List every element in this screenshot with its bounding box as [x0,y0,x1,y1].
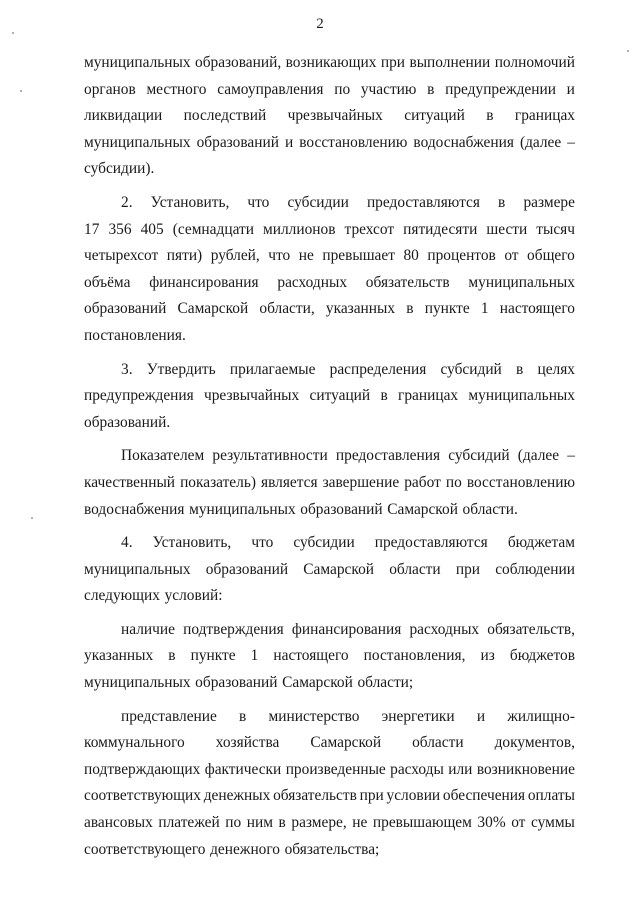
word: местного [146,80,207,98]
text-line [84,557,575,584]
word: муниципальных [84,133,191,151]
text-line [84,530,575,557]
word: по [334,80,351,98]
word: чрезвычайных [287,107,383,125]
word: образований [195,674,278,692]
paragraph-gap [84,523,575,530]
word: 1 [480,300,489,318]
word: что [268,247,291,265]
word: коммунального [84,734,185,752]
word: денежных [203,787,271,805]
word: Самарской [303,560,374,578]
word: соблюдении [495,560,575,578]
word: муниципальных [84,560,191,578]
word: 356 [108,220,132,238]
text-line [84,77,575,104]
word: финансирования [291,620,402,638]
word: Установить, [152,534,232,552]
text-line [84,296,575,323]
word: распределения [329,360,427,378]
word: 405 [140,220,164,238]
word: 4. [121,534,133,552]
word: субсидий [440,360,502,378]
text-line [84,243,575,270]
word: постановления, [363,647,466,665]
word: соответствующего [84,840,206,858]
word: фактически [204,760,282,778]
paragraph-gap [84,183,575,190]
word: денежного [210,840,280,858]
word: целях [537,360,575,378]
word: из [480,647,495,665]
word: границах [398,387,459,405]
scan-speck [12,32,14,34]
word: расходных [277,273,348,291]
word: самоуправления [217,80,324,98]
word: в [498,193,506,211]
word: настоящего [499,300,575,318]
word: в [278,814,286,832]
word: Самарской [282,674,353,692]
word: не [298,247,314,265]
word: и [476,707,486,725]
word: Самарской [387,500,458,518]
word: в [168,647,176,665]
word: области; [357,674,414,692]
text-line [84,837,575,864]
word: – [567,447,575,465]
page-number: 2 [316,16,324,32]
text-line [84,583,575,610]
word: органов [84,80,136,98]
word: работ [404,473,441,491]
word: расходы [390,760,444,778]
word: предупреждения [84,387,194,405]
text-line [84,810,575,837]
word: обеспечения [442,787,526,805]
word: обязательств, [487,620,575,638]
word: прилагаемые [229,360,316,378]
text-line [84,270,575,297]
word: показатель) [180,473,256,491]
word: Самарской [310,734,382,752]
word: 1 [250,647,259,665]
paragraph [84,530,575,610]
text-line [84,670,575,697]
word: при [359,787,384,805]
word: подтверждающих [84,760,201,778]
word: в [515,360,524,378]
word: условий: [164,587,223,605]
paragraph [84,190,575,350]
word: в [239,707,247,725]
text-line [84,156,575,183]
word: рублей, [210,247,260,265]
word: области [389,560,441,578]
word: – [567,133,575,151]
word: 3. [121,360,133,378]
text-line [84,617,575,644]
word: Установить, [150,193,230,211]
word: водоснабжения [413,133,514,151]
text-line [84,704,575,731]
paragraph-gap [84,350,575,357]
word: подтверждения [183,620,284,638]
text-line [84,103,575,130]
word: процентов [427,247,496,265]
word: и [566,80,575,98]
word: шести [486,220,528,238]
word: муниципальных [84,54,191,71]
word: размере, [291,814,347,832]
paragraph [84,357,575,437]
word: качественный [84,473,176,491]
word: (далее [517,447,560,465]
word: постановления. [84,326,186,344]
paragraph [84,617,575,697]
text-line [84,730,575,757]
word: бюджетам [507,534,575,552]
text-line [84,443,575,470]
word: энергетики [381,707,455,725]
text-line [84,357,575,384]
word: расходных [409,620,480,638]
word: Утвердить [146,360,216,378]
word: предоставления [335,447,441,465]
word: (семнадцати [172,220,254,238]
word: в [427,80,435,98]
word: соответствующих [84,787,201,805]
word: обязательств [365,273,450,291]
word: полномочий [494,54,575,71]
word: границах [514,107,575,125]
text-line [84,470,575,497]
word: 30% [477,814,506,832]
word: муниципальных [468,273,575,291]
word: восстановлению [299,133,408,151]
word: ним [246,814,273,832]
word: (далее [519,133,562,151]
word: образований [205,560,289,578]
word: оплаты [527,787,575,805]
word: возникновение [476,760,575,778]
word: в [406,300,414,318]
text-line [84,757,575,784]
word: произведенные [285,760,386,778]
word: документов, [494,734,575,752]
text-line [84,190,575,217]
text-line [84,783,575,810]
word: участию [360,80,417,98]
text-line [84,497,575,524]
word: при [455,560,480,578]
word: образований [196,133,279,151]
word: следующих [84,587,160,605]
word: предоставляются [366,193,480,211]
word: наличие [121,620,175,638]
word: указанных [325,300,396,318]
scan-speck [627,50,629,52]
word: муниципальных [468,387,575,405]
word: предоставляются [374,534,488,552]
word: пункте [424,300,470,318]
word: возникающих [285,54,377,71]
word: области [412,734,464,752]
word: что [247,193,270,211]
word: муниципальных [84,674,191,692]
word: тысяч [536,220,575,238]
word: министерство [268,707,360,725]
word: водоснабжения [84,500,185,518]
text-line [84,323,575,350]
word: чрезвычайных [204,387,300,405]
word: субсидии). [84,160,155,178]
word: от [511,814,526,832]
word: образований, [195,54,282,71]
text-line [84,643,575,670]
word: последствий [183,107,267,125]
word: жилищно- [507,707,575,725]
word: обязательства; [284,840,380,858]
word: хозяйства [215,734,280,752]
word: ситуаций [404,107,465,125]
word: по [445,473,462,491]
word: Самарской [177,300,249,318]
scan-speck [31,517,33,519]
document-body [84,50,575,863]
paragraph [84,50,575,183]
word: образований [84,300,167,318]
text-line [84,410,575,437]
word: миллионов [263,220,336,238]
word: субсидии [287,193,349,211]
word: образований [300,500,383,518]
word: при [380,54,406,71]
word: бюджетов [509,647,575,665]
word: четырехсот [84,247,159,265]
word: условии [386,787,441,805]
paragraph-gap [84,697,575,704]
word: авансовых [84,814,153,832]
word: не [352,814,368,832]
word: субсидии [293,534,355,552]
word: указанных [84,647,154,665]
word: размере [523,193,575,211]
word: 17 [84,220,100,238]
word: в [380,387,388,405]
word: по [225,814,242,832]
word: предупреждении [445,80,556,98]
word: 2. [121,193,133,211]
word: финансирования [149,273,259,291]
paragraph [84,443,575,523]
word: представление [121,707,217,725]
word: пяти) [166,247,203,265]
word: превышающем [372,814,472,832]
word: восстановлению [466,473,575,491]
word: что [251,534,274,552]
paragraph-gap [84,436,575,443]
word: в [486,107,494,125]
word: трехсот [344,220,395,238]
word: превышает [322,247,395,265]
text-line [84,130,575,157]
text-line [84,217,575,244]
word: пункте [190,647,236,665]
word: платежей [158,814,220,832]
word: завершение [322,473,400,491]
word: образований. [84,413,171,431]
word: ситуаций [309,387,371,405]
word: области. [462,500,518,518]
word: 80 [403,247,419,265]
word: или [448,760,473,778]
word: настоящего [273,647,349,665]
word: объёма [84,273,131,291]
word: Показателем [121,447,205,465]
word: результативности [212,447,328,465]
word: от [504,247,519,265]
word: является [261,473,318,491]
word: и [284,133,294,151]
word: муниципальных [189,500,296,518]
word: обязательств [273,787,357,805]
word: субсидий [448,447,510,465]
word: пятидесяти [403,220,478,238]
scan-speck [20,90,22,92]
word: общего [527,247,575,265]
paragraph [84,704,575,864]
word: ликвидации [84,107,163,125]
word: области, [259,300,315,318]
word: суммы [530,814,575,832]
text-line [84,383,575,410]
paragraph-gap [84,610,575,617]
text-line [84,50,575,77]
word: выполнении [409,54,491,71]
